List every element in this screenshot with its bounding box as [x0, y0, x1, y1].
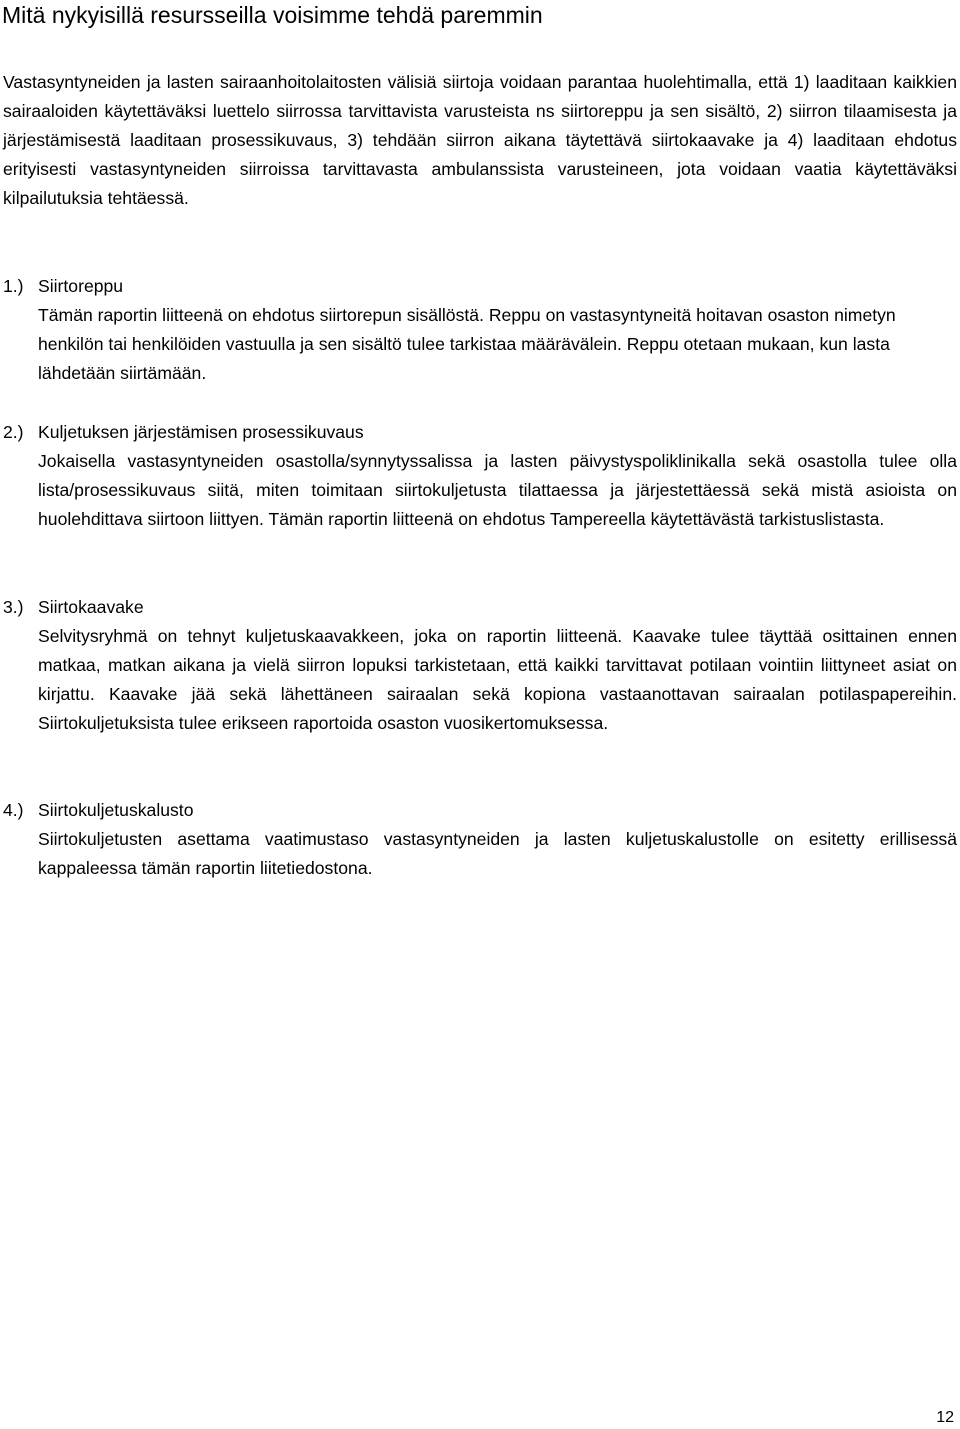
section-prosessikuvaus [3, 418, 957, 534]
section-siirtoreppu [3, 272, 957, 388]
section-heading [3, 418, 957, 447]
section-body: Jokaisella vastasyntyneiden osastolla/synnytyssalissa ja lasten päivystyspoliklinikalla sekä osastolla tulee olla lista/prosessikuvaus siitä, miten toimitaan siirtokuljetusta tilattaessa ja järjestettäessä sekä mistä asioista on huolehdittava siirtoon liittyen. Tämän raportin liitteenä on ehdotus Tampereella käytettävästä tarkistuslistasta. [38, 451, 957, 529]
intro-paragraph: Vastasyntyneiden ja lasten sairaanhoitolaitosten välisiä siirtoja voidaan parantaa huolehtimalla, että 1) laaditaan kaikkien sairaaloiden käytettäväksi luettelo siirrossa tarvittavista varusteista ns siirtoreppu ja sen sisältö, 2) siirron tilaamisesta ja järjestämisestä laaditaan prosessikuvaus, 3) tehdään siirron aikana täytettävä siirtokaavake ja 4) laaditaan ehdotus erityisesti vastasyntyneiden siirroissa tarvittavasta ambulanssista varusteineen, jota voidaan vaatia käytettäväksi kilpailutuksia tehtäessä. [3, 72, 957, 208]
section-number: 3.) [3, 597, 24, 617]
section-number: 2.) [3, 422, 24, 442]
section-title: Siirtokuljetuskalusto [38, 800, 194, 820]
section-heading [3, 593, 957, 622]
section-body: Tämän raportin liitteenä on ehdotus siirtorepun sisällöstä. Reppu on vastasyntyneitä hoitavan osaston nimetyn henkilön tai henkilöiden vastuulla ja sen sisältö tulee tarkistaa määrävälein. Reppu otetaan mukaan, kun lasta lähdetään siirtämään. [38, 305, 896, 383]
page-heading: Mitä nykyisillä resursseilla voisimme tehdä paremmin [2, 2, 543, 28]
section-title: Siirtokaavake [38, 597, 144, 617]
section-number: 4.) [3, 800, 24, 820]
section-body: Siirtokuljetusten asettama vaatimustaso vastasyntyneiden ja lasten kuljetuskalustolle on esitetty erillisessä kappaleessa tämän raportin liitetiedostona. [38, 829, 957, 878]
section-title: Kuljetuksen järjestämisen prosessikuvaus [38, 422, 364, 442]
section-number: 1.) [3, 276, 24, 296]
page-number: 12 [936, 1409, 954, 1426]
section-body: Selvitysryhmä on tehnyt kuljetuskaavakkeen, joka on raportin liitteenä. Kaavake tulee täyttää osittainen ennen matkaa, matkan aikana ja vielä siirron lopuksi tarkistetaan, että kaikki tarvittavat potilaan vointiin liittyneet asiat on kirjattu. Kaavake jää sekä lähettäneen sairaalan sekä kopiona vastaanottavan sairaalan potilaspapereihin. Siirtokuljetuksista tulee erikseen raportoida osaston vuosikertomuksessa. [38, 626, 957, 733]
section-siirtokaavake [3, 593, 957, 738]
section-title: Siirtoreppu [38, 276, 124, 296]
section-heading [3, 796, 957, 825]
section-heading [3, 272, 957, 301]
section-siirtokuljetuskalusto [3, 796, 957, 883]
